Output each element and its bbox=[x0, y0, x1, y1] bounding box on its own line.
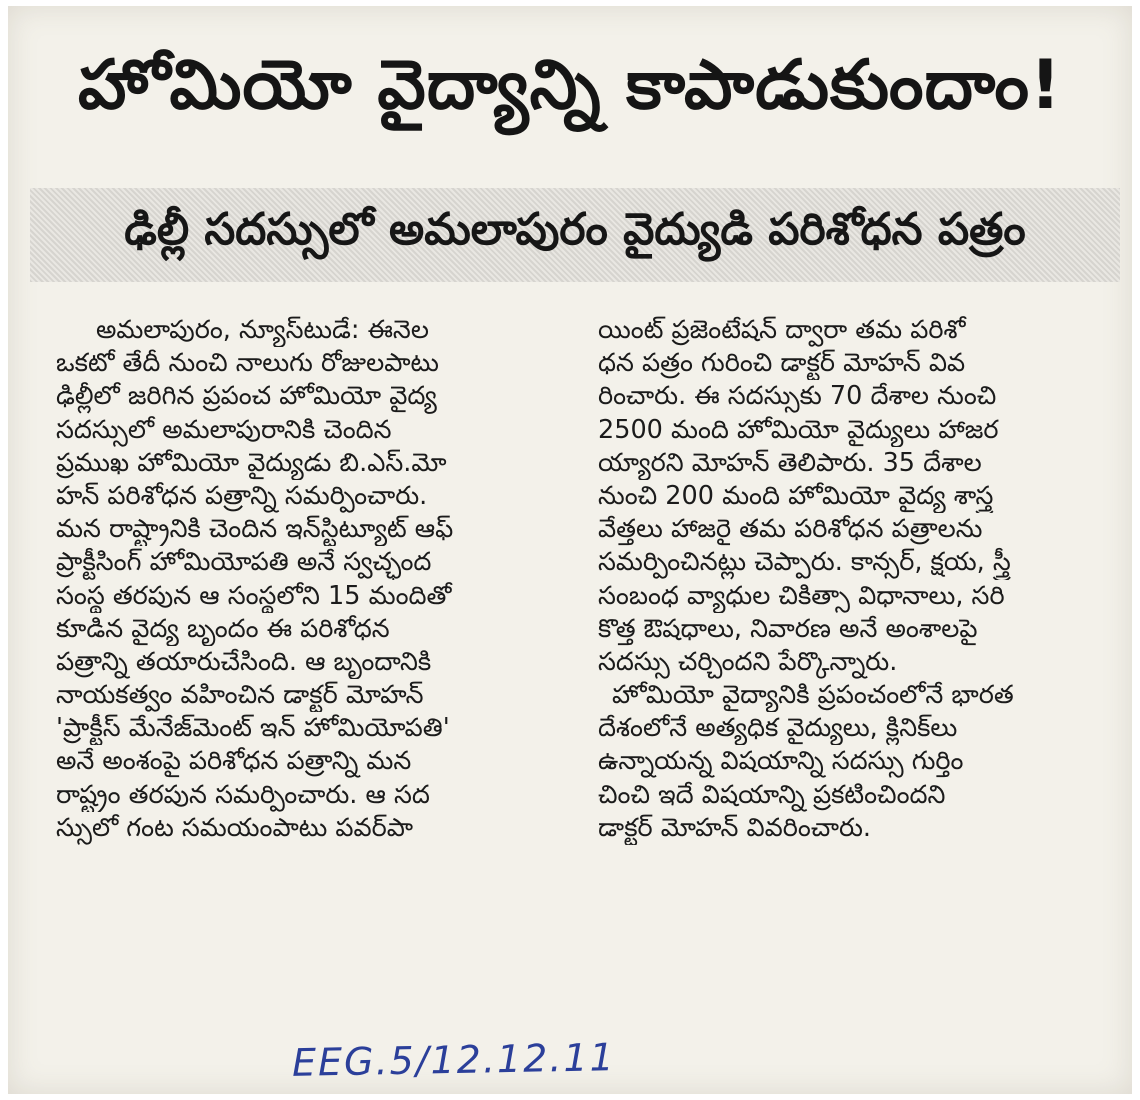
article-line: 'ప్రాక్టీస్ మేనేజ్‌మెంట్ ఇన్ హోమియోపతి' bbox=[56, 713, 450, 744]
left-column bbox=[56, 314, 556, 845]
article-line: ఒకటో తేదీ నుంచి నాలుగు రోజులపాటు bbox=[56, 348, 439, 379]
headline: హోమియో వైద్యాన్ని కాపాడుకుందాం! bbox=[78, 45, 1062, 125]
article-line: దేశంలోనే అత్యధిక వైద్యులు, క్లినిక్‌లు bbox=[598, 713, 958, 744]
article-line: సమర్పించినట్లు చెప్పారు. కాన్సర్, క్షయ, స్త్రీ bbox=[598, 547, 1011, 578]
article-line: సదస్సులో అమలాపురానికి చెందిన bbox=[56, 414, 392, 445]
article-line: వేత్తలు హాజరై తమ పరిశోధన పత్రాలను bbox=[598, 514, 983, 545]
article-line: యింట్ ప్రజెంటేషన్ ద్వారా తమ పరిశో bbox=[598, 315, 966, 345]
article-line: చించి ఇదే విషయాన్ని ప్రకటించిందని bbox=[598, 779, 946, 810]
right-column bbox=[598, 314, 1118, 845]
handwritten-date-stamp: EEG.5/12.12.11 bbox=[291, 1035, 617, 1085]
article-line: సదస్సు చర్చిందని పేర్కొన్నారు. bbox=[598, 646, 898, 677]
article-line: స్సులో గంట సమయంపాటు పవర్‌పా bbox=[56, 812, 414, 843]
article-line: ఉన్నాయన్న విషయాన్ని సదస్సు గుర్తిం bbox=[598, 746, 964, 777]
article-line: రాష్ట్రం తరపున సమర్పించారు. ఆ సద bbox=[56, 779, 430, 810]
subheadline: ఢిల్లీ సదస్సులో అమలాపురం వైద్యుడి పరిశోధన పత్రం bbox=[124, 204, 1026, 255]
subheadline-band bbox=[30, 188, 1120, 282]
article-line: సంబంధ వ్యాధుల చికిత్సా విధానాలు, సరి bbox=[598, 580, 1005, 611]
article-line: పత్రాన్ని తయారుచేసింది. ఆ బృందానికి bbox=[56, 646, 432, 677]
article-line: హోమియో వైద్యానికి ప్రపంచంలోనే భారత bbox=[612, 680, 1014, 711]
article-line: అమలాపురం, న్యూస్‌టుడే: ఈనెల bbox=[96, 315, 429, 345]
article-line: నుంచి 200 మంది హోమియో వైద్య శాస్త్ర bbox=[598, 480, 994, 511]
article-line: ఢిల్లీలో జరిగిన ప్రపంచ హోమియో వైద్య bbox=[56, 381, 437, 412]
article-line: 2500 మంది హోమియో వైద్యులు హాజర bbox=[598, 414, 999, 445]
article-line: కూడిన వైద్య బృందం ఈ పరిశోధన bbox=[56, 613, 390, 644]
article-line: డాక్టర్ మోహన్ వివరించారు. bbox=[598, 812, 872, 843]
article-line: అనే అంశంపై పరిశోధన పత్రాన్ని మన bbox=[56, 746, 412, 777]
article-line: నాయకత్వం వహించిన డాక్టర్ మోహన్ bbox=[56, 680, 424, 711]
article-line: య్యారని మోహన్ తెలిపారు. 35 దేశాల bbox=[598, 447, 982, 478]
article-line: ప్రాక్టీసింగ్ హోమియోపతి అనే స్వచ్ఛంద bbox=[56, 547, 432, 578]
article-line: ప్రముఖ హోమియో వైద్యుడు బి.ఎస్.మో bbox=[56, 447, 447, 478]
article-line: ధన పత్రం గురించి డాక్టర్ మోహన్ వివ bbox=[598, 348, 966, 379]
article-line: కొత్త ఔషధాలు, నివారణ అనే అంశాలపై bbox=[598, 613, 978, 644]
article-line: హన్ పరిశోధన పత్రాన్ని సమర్పించారు. bbox=[56, 480, 428, 511]
article-line: రించారు. ఈ సదస్సుకు 70 దేశాల నుంచి bbox=[598, 381, 997, 412]
article-line: సంస్థ తరపున ఆ సంస్థలోని 15 మందితో bbox=[56, 580, 452, 611]
article-line: మన రాష్ట్రానికి చెందిన ఇన్‌స్టిట్యూట్ ఆఫ్ bbox=[56, 514, 454, 545]
